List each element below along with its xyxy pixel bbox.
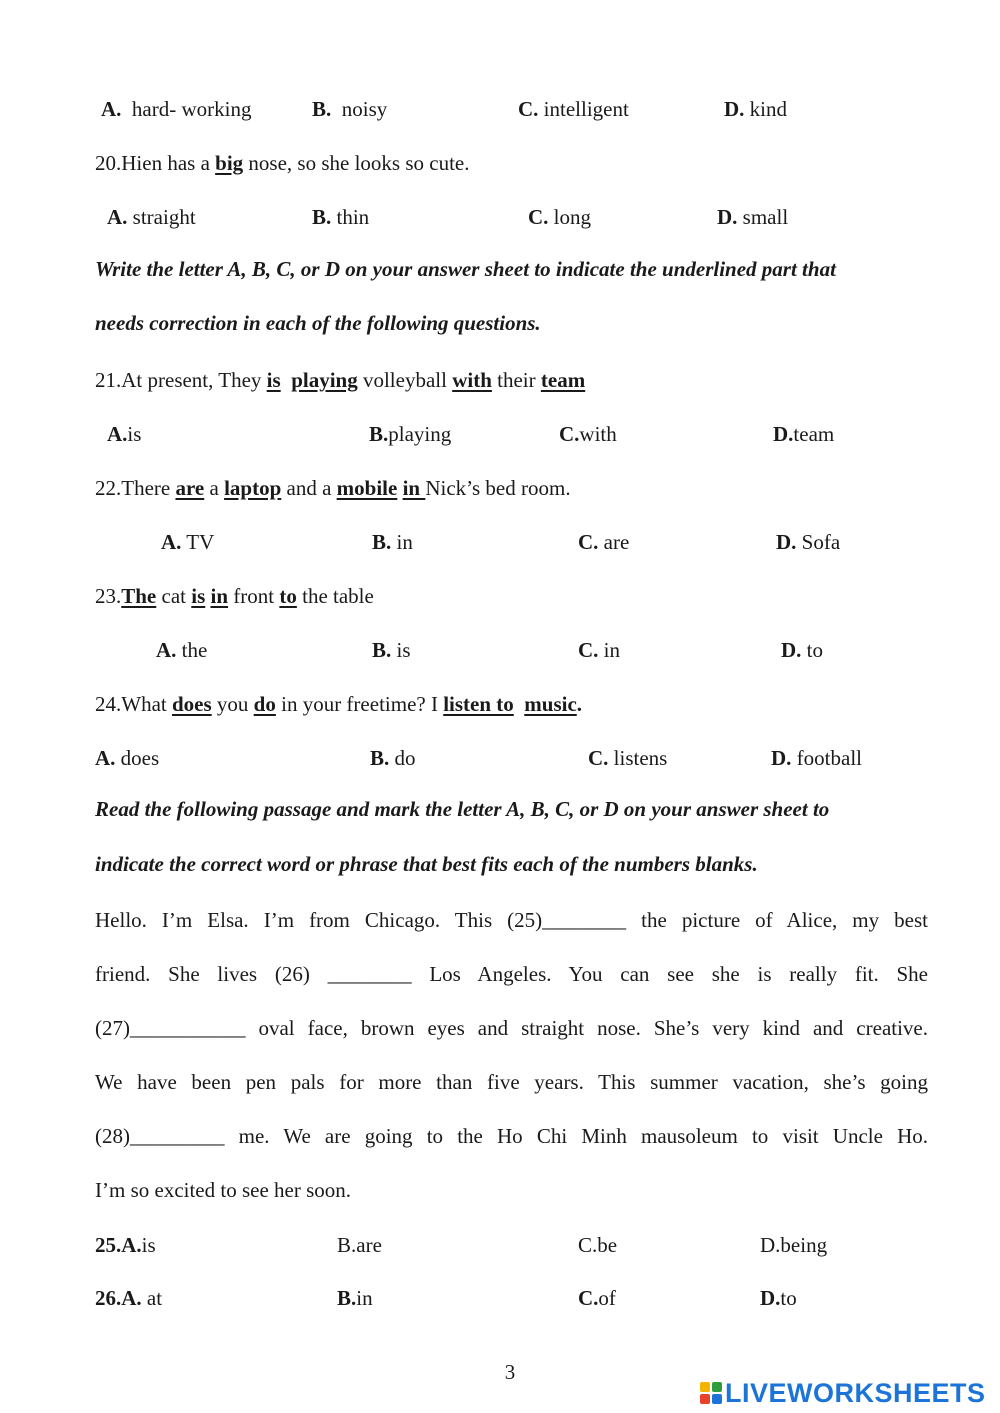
logo-text: LIVEWORKSHEETS (725, 1377, 986, 1408)
q19-option-b[interactable]: B. noisy (312, 97, 388, 121)
q24-option-c[interactable]: C. listens (588, 746, 668, 770)
q20-options (0, 202, 1000, 232)
q26-option-d[interactable]: D.to (760, 1286, 797, 1310)
q19-option-d[interactable]: D. kind (724, 97, 788, 121)
q22-question: 22.There are a laptop and a mobile in Nick’s bed room. (95, 476, 571, 500)
q21-option-d[interactable]: D.team (773, 422, 835, 446)
q25-option-b[interactable]: B.are (337, 1233, 382, 1257)
passage-line-2: friend. She lives (26) ________ Los Angeles. You can see she is really fit. She (95, 962, 928, 986)
q20-option-c[interactable]: C. long (528, 205, 592, 229)
passage-line-3: (27)___________ oval face, brown eyes and straight nose. She’s very kind and creative. (95, 1016, 928, 1040)
q25-option-a[interactable]: 25.A.is (95, 1233, 156, 1257)
q21-option-a[interactable]: A.is (107, 422, 142, 446)
q23-options (0, 635, 1000, 665)
instruction-passage-line2: indicate the correct word or phrase that best fits each of the numbers blanks. (95, 852, 758, 876)
q26-options (0, 1283, 1000, 1313)
q20-option-a[interactable]: A. straight (107, 205, 196, 229)
q22-option-d[interactable]: D. Sofa (776, 530, 841, 554)
q22-option-c[interactable]: C. are (578, 530, 630, 554)
q22-option-b[interactable]: B. in (372, 530, 413, 554)
passage-line-4: We have been pen pals for more than five years. This summer vacation, she’s going (95, 1070, 928, 1094)
passage-line-6: I’m so excited to see her soon. (95, 1178, 352, 1202)
q25-option-d[interactable]: D.being (760, 1233, 828, 1257)
passage-line-1: Hello. I’m Elsa. I’m from Chicago. This (25)________ the picture of Alice, my best (95, 908, 928, 932)
liveworksheets-logo (700, 1378, 986, 1408)
instruction-passage-line1: Read the following passage and mark the letter A, B, C, or D on your answer sheet to (95, 797, 830, 821)
q21-question: 21.At present, They is playing volleyball with their team (95, 368, 586, 392)
q19-options (0, 94, 1000, 124)
q22-option-a[interactable]: A. TV (161, 530, 215, 554)
page-number: 3 (504, 1360, 516, 1384)
passage-line-5: (28)_________ me. We are going to the Ho Chi Minh mausoleum to visit Uncle Ho. (95, 1124, 928, 1148)
q25-option-c[interactable]: C.be (578, 1233, 618, 1257)
q23-option-b[interactable]: B. is (372, 638, 411, 662)
q24-options (0, 743, 1000, 773)
q26-option-c[interactable]: C.of (578, 1286, 616, 1310)
q23-option-a[interactable]: A. the (156, 638, 208, 662)
q22-options (0, 527, 1000, 557)
logo-icon (700, 1382, 722, 1404)
q23-question: 23.The cat is in front to the table (95, 584, 374, 608)
q20-option-b[interactable]: B. thin (312, 205, 370, 229)
q24-option-a[interactable]: A. does (95, 746, 160, 770)
q21-option-c[interactable]: C.with (559, 422, 617, 446)
q26-option-b[interactable]: B.in (337, 1286, 373, 1310)
q19-option-c[interactable]: C. intelligent (518, 97, 629, 121)
q19-option-a[interactable]: A. hard- working (101, 97, 252, 121)
q21-option-b[interactable]: B.playing (369, 422, 452, 446)
q24-question: 24.What does you do in your freetime? I listen to music. (95, 692, 583, 716)
q23-option-d[interactable]: D. to (781, 638, 824, 662)
q24-option-d[interactable]: D. football (771, 746, 862, 770)
q21-options (0, 419, 1000, 449)
instruction-correction-line2: needs correction in each of the following questions. (95, 311, 541, 335)
q25-options (0, 1230, 1000, 1260)
q20-question: 20.Hien has a big nose, so she looks so cute. (95, 151, 470, 175)
q23-option-c[interactable]: C. in (578, 638, 621, 662)
q20-option-d[interactable]: D. small (717, 205, 789, 229)
q24-option-b[interactable]: B. do (370, 746, 416, 770)
q26-option-a[interactable]: 26.A. at (95, 1286, 163, 1310)
instruction-correction-line1: Write the letter A, B, C, or D on your answer sheet to indicate the underlined part that (95, 257, 836, 281)
